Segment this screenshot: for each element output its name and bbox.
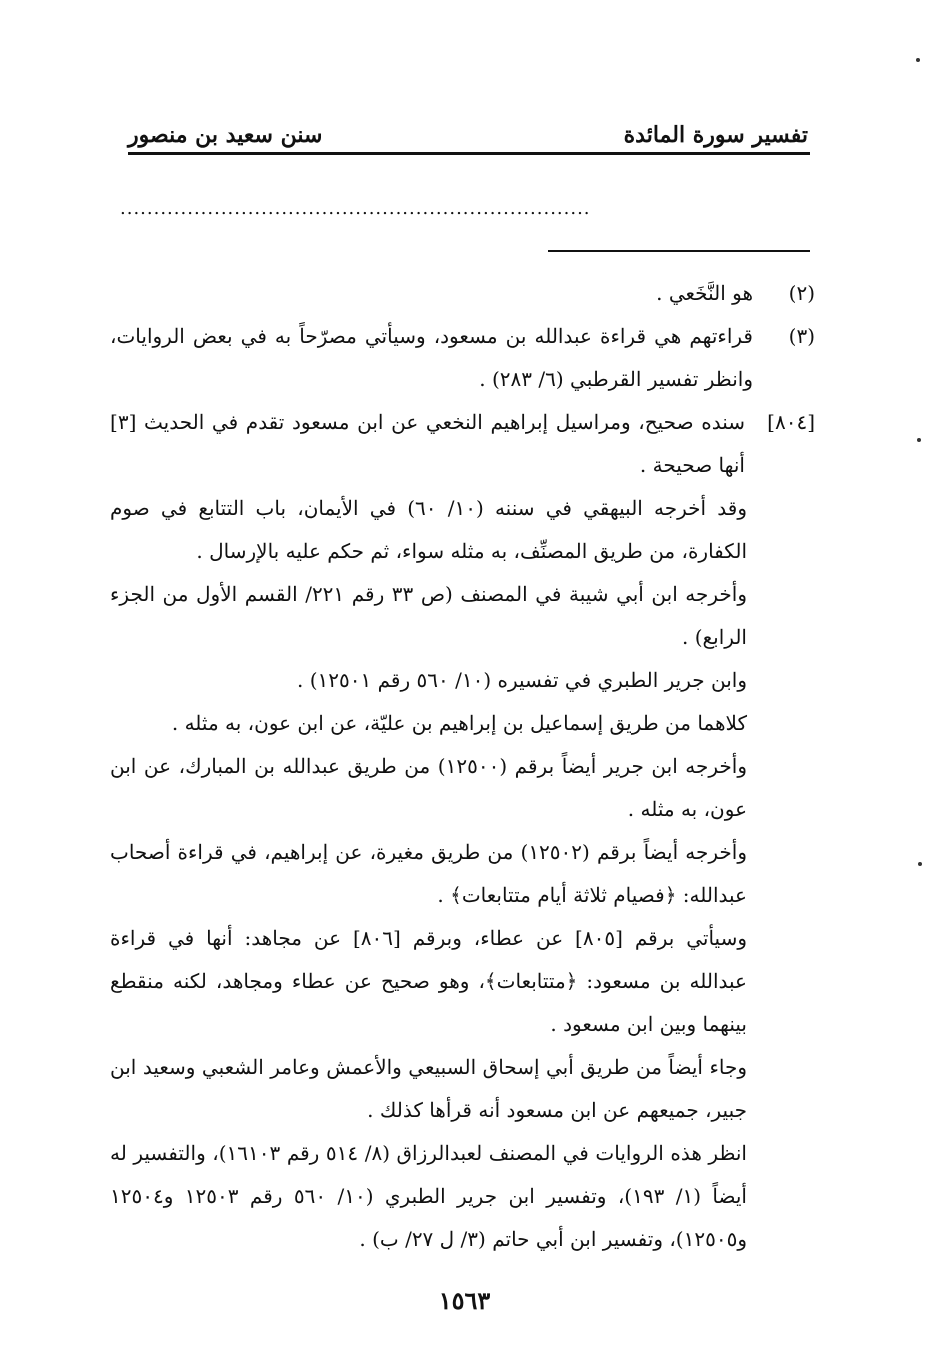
footnote-rule	[548, 250, 810, 252]
footnotes-body	[110, 272, 815, 1261]
footnote-marker: (٣)	[788, 324, 815, 348]
page-number: ١٥٦٣	[438, 1286, 491, 1315]
scan-speck	[917, 438, 921, 442]
running-header	[128, 108, 808, 148]
paragraph: وسيأتي برقم [٨٠٥] عن عطاء، وبرقم [٨٠٦] عن مجاهد: أنها في قراءة عبدالله بن مسعود: ﴿متتابعات﴾، وهو صحيح عن عطاء ومجاهد، لكنه منقطع بينهما وبين ابن مسعود .	[110, 926, 748, 1036]
footnote-2	[110, 272, 815, 315]
footnote-804	[110, 401, 815, 487]
footnote-text: سنده صحيح، ومراسيل إبراهيم النخعي عن ابن مسعود تقدم في الحديث [٣] أنها صحيحة .	[110, 410, 745, 477]
paragraph: وأخرجه ابن أبي شيبة في المصنف (ص ٣٣ رقم ٢٢١/ القسم الأول من الجزء الرابع) .	[110, 582, 747, 649]
footnote-text: هو النَّخَعي .	[656, 281, 753, 305]
paragraph: وابن جرير الطبري في تفسيره (١٠/ ٥٦٠ رقم ١٢٥٠١) .	[296, 668, 747, 692]
paragraph: كلاهما من طريق إسماعيل بن إبراهيم بن عليّة، عن ابن عون، به مثله .	[171, 711, 747, 735]
header-chapter-title: تفسير سورة المائدة	[623, 122, 808, 148]
dotted-separator: ......................................................................	[120, 198, 591, 218]
scan-speck	[916, 58, 920, 62]
footnote-marker: [٨٠٤]	[767, 410, 815, 434]
paragraph: وقد أخرجه البيهقي في سننه (١٠/ ٦٠) في الأيمان، باب التتابع في صوم الكفارة، من طريق المصنِّف، به مثله سواء، ثم حكم عليه بالإرسال .	[110, 496, 748, 563]
footnote-text: قراءتهم هي قراءة عبدالله بن مسعود، وسيأتي مصرّحاً به في بعض الروايات، وانظر تفسير القرطبي (٦/ ٢٨٣) .	[110, 324, 753, 391]
paragraph: وجاء أيضاً من طريق أبي إسحاق السبيعي والأعمش وعامر الشعبي وسعيد ابن جبير، جميعهم عن ابن مسعود أنه قرأها كذلك .	[110, 1055, 747, 1122]
paragraph: انظر هذه الروايات في المصنف لعبدالرزاق (٨/ ٥١٤ رقم ١٦١٠٣)، والتفسير له أيضاً (١/ ١٩٣)، وتفسير ابن جرير الطبري (١٠/ ٥٦٠ رقم ١٢٥٠٣ و١٢٥٠٤ و١٢٥٠٥)، وتفسير ابن أبي حاتم (٣/ ل ٢٧/ ب) .	[110, 1141, 747, 1251]
header-rule	[128, 152, 810, 155]
paragraph: وأخرجه أيضاً برقم (١٢٥٠٢) من طريق مغيرة، عن إبراهيم، في قراءة أصحاب عبدالله: ﴿فصيام ثلاثة أيام متتابعات﴾ .	[110, 840, 747, 907]
scan-speck	[918, 862, 922, 866]
header-book-title: سنن سعيد بن منصور	[128, 122, 323, 148]
footnote-3	[110, 315, 815, 401]
paragraph: وأخرجه ابن جرير أيضاً برقم (١٢٥٠٠) من طريق عبدالله بن المبارك، عن ابن عون، به مثله .	[110, 754, 748, 821]
footnote-marker: (٢)	[788, 281, 815, 305]
